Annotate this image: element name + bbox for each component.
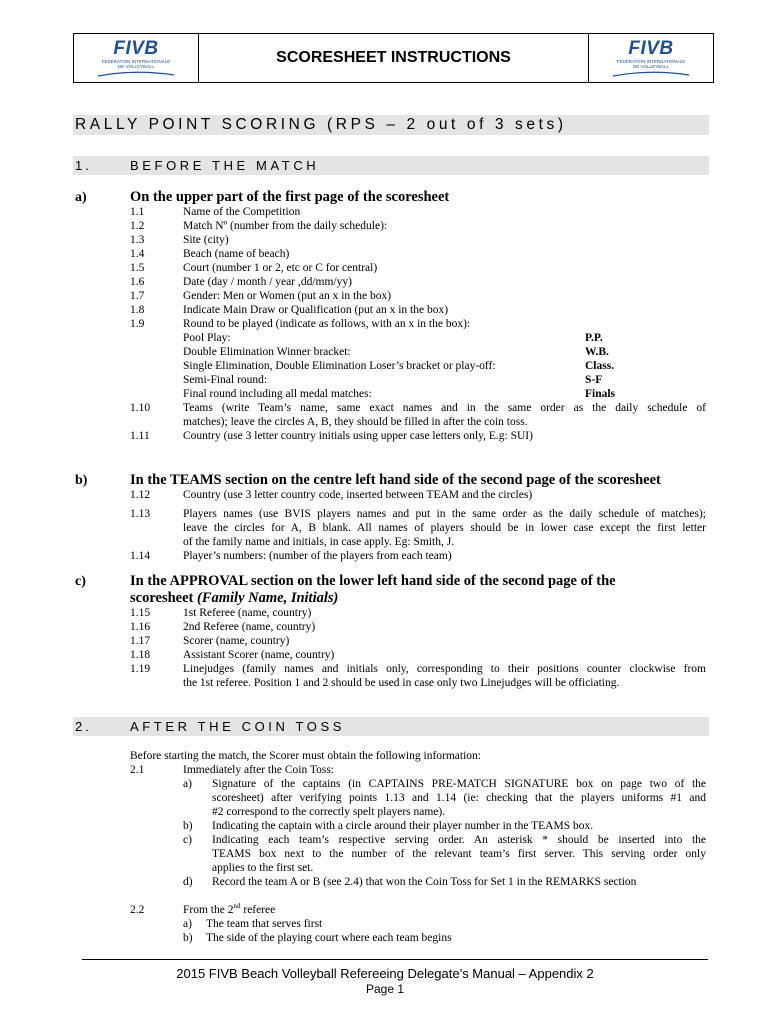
item-text: Player’s numbers: (number of the players from each team): [183, 550, 452, 562]
item-text-part: referee: [240, 904, 276, 916]
round-label: Double Elimination Winner bracket:: [183, 346, 351, 358]
subsection-c-heading: In the APPROVAL section on the lower left hand side of the second page of the: [130, 573, 616, 589]
item-number: 1.11: [130, 430, 150, 442]
item-text: Linejudges (family names and initials only, corresponding to their positions counter clockwise from: [183, 663, 706, 675]
item-text: Round to be played (indicate as follows, with an x in the box):: [183, 318, 471, 330]
sub-item-text: Signature of the captains (in CAPTAINS PRE-MATCH SIGNATURE box on page two of the: [212, 778, 706, 790]
sub-item-text: Record the team A or B (see 2.4) that won the Coin Toss for Set 1 in the REMARKS section: [212, 876, 637, 888]
logo-mark: FIVB: [628, 38, 674, 59]
heading-italic-text: (Family Name, Initials): [196, 590, 339, 606]
item-text: Date (day / month / year ,dd/mm/yy): [183, 276, 352, 288]
heading-text: scoresheet: [130, 590, 197, 606]
item-text: of the family name and initials, in case apply. Eg: Smith, J.: [183, 536, 455, 548]
main-title: RALLY POINT SCORING (RPS – 2 out of 3 sets): [75, 116, 567, 133]
item-number: 1.19: [130, 663, 151, 675]
item-number: 2.1: [130, 764, 145, 776]
section-1-number: 1.: [75, 158, 92, 173]
item-number: 1.8: [130, 304, 145, 316]
item-text: Players names (use BVIS players names and put in the same order as the daily schedule of matches);: [183, 508, 706, 520]
round-code: Finals: [585, 388, 616, 400]
sub-item-text: #2 correspond to the correctly spelt players name).: [212, 806, 446, 818]
footer-page-number: Page 1: [365, 982, 405, 996]
sub-item-text: The side of the playing court where each team begins: [206, 932, 452, 944]
item-number: 1.15: [130, 607, 151, 619]
item-text: Immediately after the Coin Toss:: [183, 764, 335, 776]
item-text: Site (city): [183, 234, 229, 246]
section-2-title: AFTER THE COIN TOSS: [130, 719, 346, 734]
logo-subtext: DE VOLLEYBALL: [117, 64, 155, 69]
item-number: 1.3: [130, 234, 145, 246]
logo-swoosh-icon: [611, 71, 691, 77]
sub-item-text: TEAMS box next to the number of the relevant team’s first server. This serving order only: [212, 848, 706, 860]
item-number: 1.5: [130, 262, 145, 274]
item-number: 1.10: [130, 402, 151, 414]
section-1-band: [73, 156, 709, 175]
footer-title: 2015 FIVB Beach Volleyball Refereeing Delegate’s Manual – Appendix 2: [176, 966, 594, 981]
section-2-number: 2.: [75, 719, 92, 734]
footer-divider: [82, 959, 708, 960]
item-text: Country (use 3 letter country initials using upper case letters only, E.g: SUI): [183, 430, 533, 442]
item-text: Name of the Competition: [183, 206, 301, 218]
sub-item-key: c): [183, 834, 192, 846]
item-text: [183, 903, 275, 917]
round-label: Final round including all medal matches:: [183, 388, 372, 400]
subsection-a-heading: On the upper part of the first page of the scoresheet: [130, 189, 450, 205]
item-text: matches); leave the circles A, B, they should be filled in after the coin toss.: [183, 416, 528, 428]
round-code: S-F: [585, 374, 603, 386]
item-text: Teams (write Team’s name, same exact names and in the same order as the daily schedule of: [183, 402, 706, 414]
item-text: Country (use 3 letter country code, inserted between TEAM and the circles): [183, 489, 533, 501]
item-number: 1.2: [130, 220, 145, 232]
section-2-intro: Before starting the match, the Scorer must obtain the following information:: [130, 750, 481, 762]
header-logo-cell-right: [588, 34, 713, 82]
round-label: Pool Play:: [183, 332, 231, 344]
sub-item-key: a): [183, 778, 192, 790]
item-text-part: From the 2: [183, 904, 234, 916]
logo-subtext: FÉDÉRATION INTERNATIONALE: [616, 59, 686, 64]
item-number: 1.12: [130, 489, 151, 501]
section-2-band: [73, 717, 709, 736]
item-number: 1.4: [130, 248, 145, 260]
subsection-b-heading: In the TEAMS section on the centre left hand side of the second page of the scoresheet: [130, 472, 661, 488]
sub-item-text: scoresheet) after verifying points 1.13 and 1.14 (ie: checking that the players uniforms #1 and: [212, 792, 706, 804]
item-text: 2nd Referee (name, country): [183, 621, 316, 633]
subsection-a-label: a): [75, 190, 87, 205]
round-label: Single Elimination, Double Elimination Loser’s bracket or play-off:: [183, 360, 496, 372]
round-label: Semi-Final round:: [183, 374, 268, 386]
header-logo-cell-left: [74, 34, 199, 82]
sub-item-key: d): [183, 876, 193, 888]
item-number: 2.2: [130, 904, 145, 916]
logo-swoosh-icon: [96, 71, 176, 77]
round-code: Class.: [585, 360, 615, 372]
item-number: 1.6: [130, 276, 145, 288]
section-1-title: BEFORE THE MATCH: [130, 158, 320, 173]
logo-subtext: FÉDÉRATION INTERNATIONALE: [101, 59, 171, 64]
item-text: the 1st referee. Position 1 and 2 should be used in case only two Linejudges will be officiating.: [183, 677, 620, 689]
fivb-logo-right: [589, 39, 713, 77]
header-box: [73, 33, 714, 83]
sub-item-text: Indicating each team’s respective serving order. An asterisk * should be inserted into the: [212, 834, 706, 846]
subsection-c-label: c): [75, 574, 86, 589]
item-text: Court (number 1 or 2, etc or C for central): [183, 262, 378, 274]
sub-item-key: a): [183, 918, 192, 930]
sub-item-text: applies to the first set.: [212, 862, 314, 874]
subsection-b-label: b): [75, 473, 88, 488]
item-number: 1.14: [130, 550, 151, 562]
item-text: leave the circles for A, B blank. All names of players should be in lower case except the first letter: [183, 522, 706, 534]
logo-mark: FIVB: [113, 38, 159, 59]
logo-subtext: DE VOLLEYBALL: [632, 64, 670, 69]
sub-item-key: b): [183, 820, 193, 832]
item-number: 1.16: [130, 621, 151, 633]
item-text: Indicate Main Draw or Qualification (put an x in the box): [183, 304, 449, 316]
item-number: 1.18: [130, 649, 151, 661]
ordinal-suffix: nd: [233, 902, 241, 911]
sub-item-text: Indicating the captain with a circle around their player number in the TEAMS box.: [212, 820, 594, 832]
item-text: 1st Referee (name, country): [183, 607, 312, 619]
item-number: 1.7: [130, 290, 145, 302]
round-code: W.B.: [585, 346, 609, 358]
item-text: Gender: Men or Women (put an x in the box): [183, 290, 392, 302]
item-number: 1.1: [130, 206, 145, 218]
item-text: Scorer (name, country): [183, 635, 290, 647]
item-text: Match Nº (number from the daily schedule):: [183, 220, 388, 232]
sub-item-text: The team that serves first: [206, 918, 323, 930]
round-code: P.P.: [585, 332, 603, 344]
subsection-c-heading-cont: [130, 590, 338, 607]
item-text: Assistant Scorer (name, country): [183, 649, 335, 661]
item-number: 1.9: [130, 318, 145, 330]
sub-item-key: b): [183, 932, 193, 944]
item-number: 1.13: [130, 508, 151, 520]
item-number: 1.17: [130, 635, 151, 647]
fivb-logo-left: [74, 39, 198, 77]
document-title: SCORESHEET INSTRUCTIONS: [276, 49, 511, 66]
main-title-band: [73, 115, 709, 135]
item-text: Beach (name of beach): [183, 248, 290, 260]
